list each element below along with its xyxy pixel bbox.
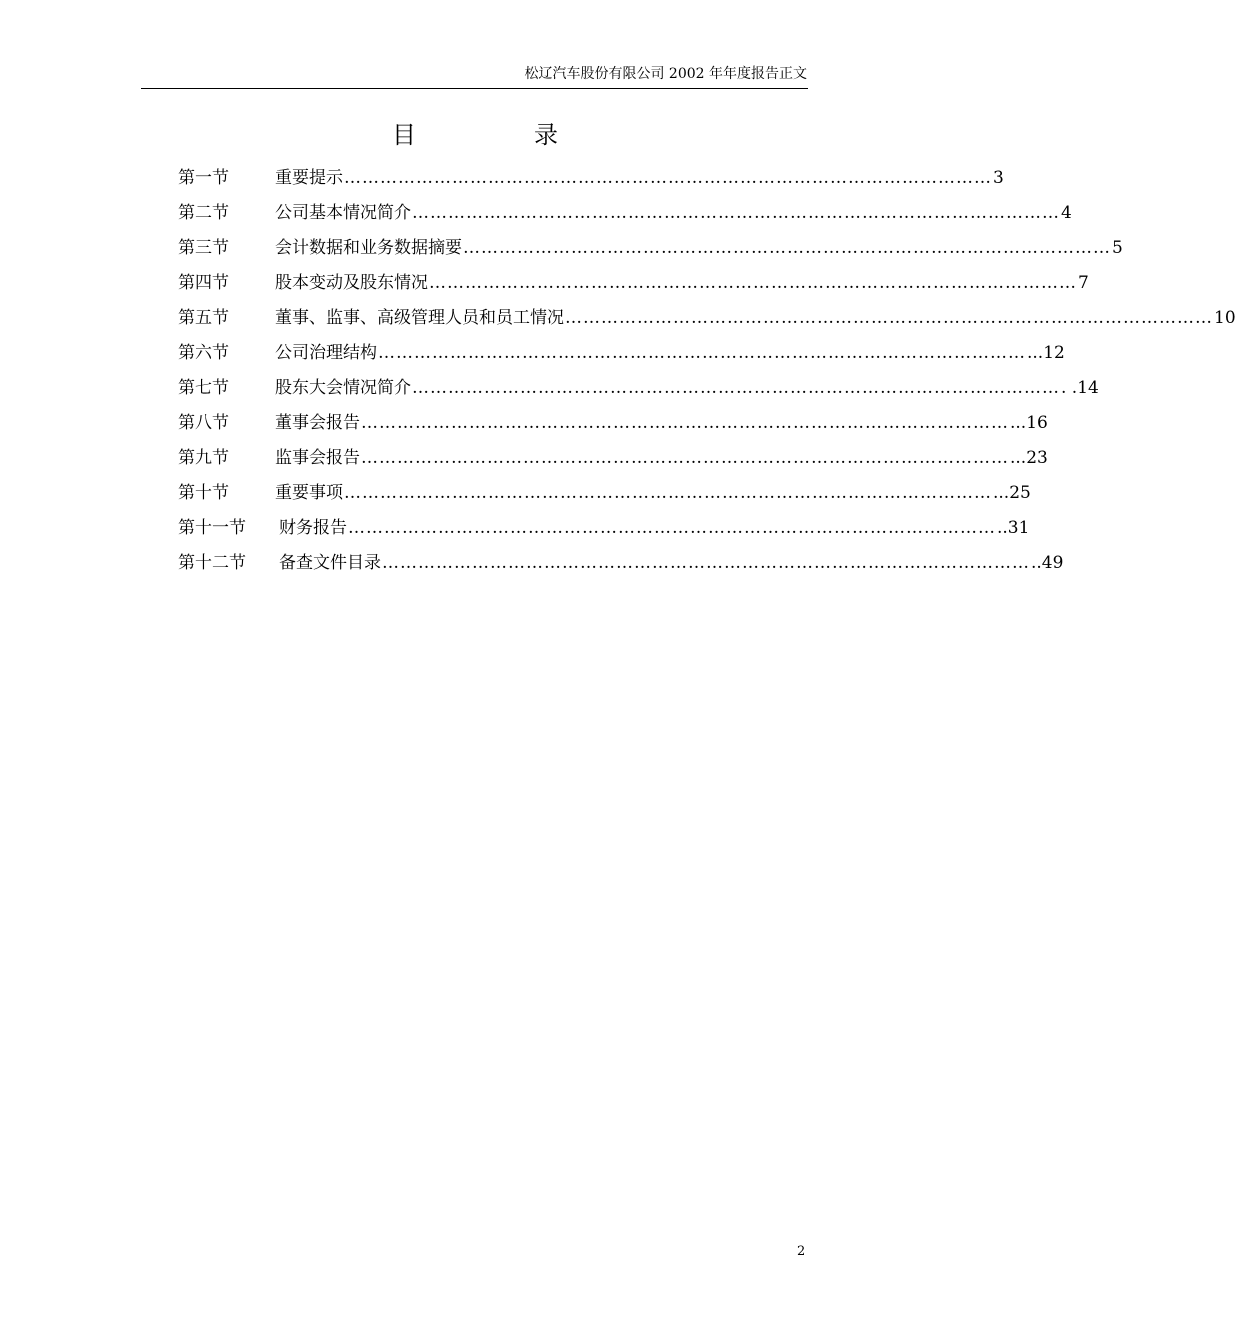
toc-entry[interactable] [178,475,1031,510]
header-rule [141,88,808,89]
toc-leader-dots: ……………………………………………………………………………………………… [429,272,1077,293]
toc-page-number: ..31 [997,517,1030,538]
toc-entry-title: 股本变动及股东情况 [275,272,428,293]
toc-page-number: ...16 [1010,412,1048,433]
toc-section-label: 第十二节 [178,552,246,573]
toc-entry-title: 会计数据和业务数据摘要 [275,237,462,258]
toc-leader-dots: ……………………………………………………………………………………………… [412,202,1060,223]
toc-leader-dots: ……………………………………………………………………………………………… [344,482,992,503]
toc-leader-dots: ……………………………………………………………………………………………… [348,517,996,538]
toc-section-label: 第一节 [178,167,229,188]
toc-entry-title: 备查文件目录 [279,552,381,573]
toc-section-label: 第九节 [178,447,229,468]
toc-title [0,121,950,149]
toc-page-number: 4 [1061,202,1072,223]
toc-entry[interactable] [178,300,1236,335]
toc-section-label: 第三节 [178,237,229,258]
toc-entry-title: 重要事项 [275,482,343,503]
toc-entry[interactable] [178,370,1099,405]
toc-leader-dots: ……………………………………………………………………………………………… [378,342,1026,363]
toc-entry[interactable] [178,195,1072,230]
toc-page-number: ..49 [1031,552,1064,573]
toc-entry-title: 股东大会情况简介 [275,377,411,398]
toc-entry[interactable] [178,545,1064,580]
toc-section-label: 第十一节 [178,517,246,538]
toc-entry[interactable] [178,230,1123,265]
toc-section-label: 第二节 [178,202,229,223]
toc-entry-title: 董事、监事、高级管理人员和员工情况 [275,307,564,328]
toc-entry[interactable] [178,335,1065,370]
toc-entry[interactable] [178,405,1048,440]
toc-leader-dots: ……………………………………………………………………………………………… [361,447,1009,468]
toc-list [178,160,1236,580]
toc-page-number: 10 [1214,307,1236,328]
toc-entry[interactable] [178,440,1048,475]
toc-page-number: 3 [993,167,1004,188]
toc-title-left: 目 [392,121,416,149]
running-header: 松辽汽车股份有限公司 2002 年年度报告正文 [524,66,807,82]
toc-section-label: 第十节 [178,482,229,503]
toc-page-number: ...23 [1010,447,1048,468]
toc-entry[interactable] [178,510,1030,545]
toc-entry-title: 重要提示 [275,167,343,188]
toc-page-number: ...12 [1027,342,1065,363]
toc-entry-title: 监事会报告 [275,447,360,468]
toc-leader-dots: ……………………………………………………………………………………………… [382,552,1030,573]
page-number: 2 [797,1244,806,1259]
toc-section-label: 第七节 [178,377,229,398]
toc-entry[interactable] [178,265,1089,300]
toc-leader-dots: ……………………………………………………………………………………………… [565,307,1213,328]
toc-leader-dots: ……………………………………………………………………………………………… [463,237,1111,258]
toc-title-right: 录 [534,121,558,149]
toc-page-number: ...25 [993,482,1031,503]
toc-section-label: 第八节 [178,412,229,433]
toc-page-number: . .14 [1061,377,1099,398]
toc-entry-title: 公司基本情况简介 [275,202,411,223]
toc-entry-title: 财务报告 [279,517,347,538]
toc-section-label: 第四节 [178,272,229,293]
toc-page-number: 7 [1078,272,1089,293]
toc-leader-dots: ……………………………………………………………………………………………… [361,412,1009,433]
toc-entry[interactable] [178,160,1004,195]
toc-section-label: 第五节 [178,307,229,328]
toc-leader-dots: ……………………………………………………………………………………………… [412,377,1060,398]
toc-section-label: 第六节 [178,342,229,363]
toc-page-number: 5 [1112,237,1123,258]
toc-entry-title: 公司治理结构 [275,342,377,363]
toc-entry-title: 董事会报告 [275,412,360,433]
toc-leader-dots: ……………………………………………………………………………………………… [344,167,992,188]
